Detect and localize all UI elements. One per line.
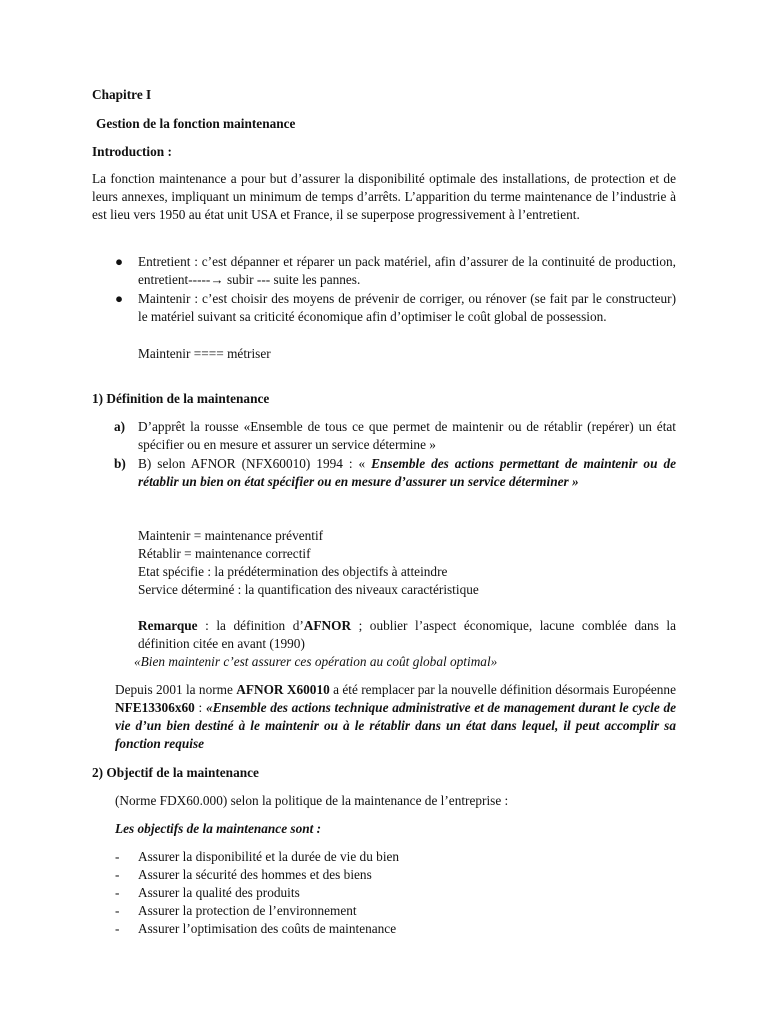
bullet-marker: ●	[114, 291, 124, 306]
dash-marker: -	[115, 849, 120, 864]
dash-marker: -	[115, 885, 120, 900]
intro-paragraph: La fonction maintenance a pour but d’assurer la disponibilité optimale des installations, de protection et de leurs annexes, impliquant un minimum de temps d’arrêts. L’apparition du terme maintenance de l’industrie à est lieu vers 1950 au état unit USA et France, il se superpose progressivement à l’entretient.	[92, 171, 676, 222]
bullet-entretient-tail: subir --- suite les pannes.	[223, 272, 361, 287]
chapter-title: Gestion de la fonction maintenance	[96, 116, 296, 131]
objectives-heading: Les objectifs de la maintenance sont :	[115, 821, 322, 836]
chapter-label: Chapitre I	[92, 87, 152, 102]
bullet-entretient-text: Entretient : c’est dépanner et réparer un pack matériel, afin d’assurer de la continuité de production, entretient-----	[138, 254, 676, 287]
item-b-intro: B) selon AFNOR (NFX60010) 1994 : «	[138, 456, 372, 471]
section-2-intro: (Norme FDX60.000) selon la politique de la maintenance de l’entreprise :	[115, 793, 509, 808]
norm-part-2: a été remplacer par la nouvelle définition désormais Européenne	[329, 682, 676, 697]
bullet-maintenir: Maintenir : c’est choisir des moyens de prévenir de corriger, ou rénover (se fait par le constructeur) le matériel suivant sa criticité économique afin d’optimiser le coût global de possession.	[138, 291, 676, 324]
objective-item: Assurer la sécurité des hommes et des biens	[138, 867, 372, 882]
dash-marker: -	[115, 867, 120, 882]
definition-line: Rétablir = maintenance correctif	[138, 546, 311, 561]
norm-part-1: Depuis 2001 la norme	[115, 682, 237, 697]
remark-afnor: AFNOR	[303, 618, 352, 633]
norm-paragraph	[115, 681, 676, 753]
section-2-heading: 2) Objectif de la maintenance	[92, 765, 259, 780]
section-1-heading: 1) Définition de la maintenance	[92, 391, 270, 406]
bullet-marker: ●	[114, 254, 124, 269]
dash-marker: -	[115, 921, 120, 936]
remark-label: Remarque	[138, 618, 198, 633]
dash-marker: -	[115, 903, 120, 918]
remark-quote: «Bien maintenir c’est assurer ces opération au coût global optimal»	[134, 654, 498, 669]
remark-text	[138, 617, 676, 653]
objective-item: Assurer la disponibilité et la durée de vie du bien	[138, 849, 400, 864]
objective-item: Assurer la protection de l’environnement	[138, 903, 357, 918]
item-b-marker: b)	[114, 456, 126, 471]
arrow-icon: →	[210, 272, 224, 287]
norm-nfe: NFE13306x60	[115, 700, 195, 715]
norm-part-3: :	[194, 700, 206, 715]
remark-part-2: ; oublier l’aspect économique, lacune comblée dans la définition citée en avant (1990)	[138, 618, 676, 651]
item-b-quote: Ensemble des actions permettant de maintenir ou de rétablir un bien on état spécifier ou en mesure d’assurer un service déterminer »	[138, 456, 676, 489]
norm-afnor: AFNOR X60010	[236, 682, 330, 697]
definition-line: Service déterminé : la quantification des niveaux caractéristique	[138, 582, 479, 597]
remark-part-1: : la définition d’	[197, 618, 304, 633]
bullet-entretient	[138, 253, 676, 289]
definition-line: Maintenir = maintenance préventif	[138, 528, 324, 543]
bullet-maintenir-note: Maintenir ==== métriser	[138, 346, 271, 361]
item-a-marker: a)	[114, 419, 126, 434]
item-a-text: D’apprêt la rousse «Ensemble de tous ce que permet de maintenir ou de rétablir (repérer) un état spécifier ou en mesure et assurer un service détermine »	[138, 419, 676, 452]
intro-heading: Introduction :	[92, 144, 172, 159]
objective-item: Assurer l’optimisation des coûts de maintenance	[138, 921, 397, 936]
definition-line: Etat spécifie : la prédétermination des objectifs à atteindre	[138, 564, 448, 579]
objective-item: Assurer la qualité des produits	[138, 885, 300, 900]
norm-quote: «Ensemble des actions technique administrative et de management durant le cycle de vie d’un bien destiné à le maintenir ou à le rétablir dans un état dans lequel, il peut accomplir sa fonction requise	[115, 700, 677, 751]
item-b-text	[138, 455, 676, 491]
